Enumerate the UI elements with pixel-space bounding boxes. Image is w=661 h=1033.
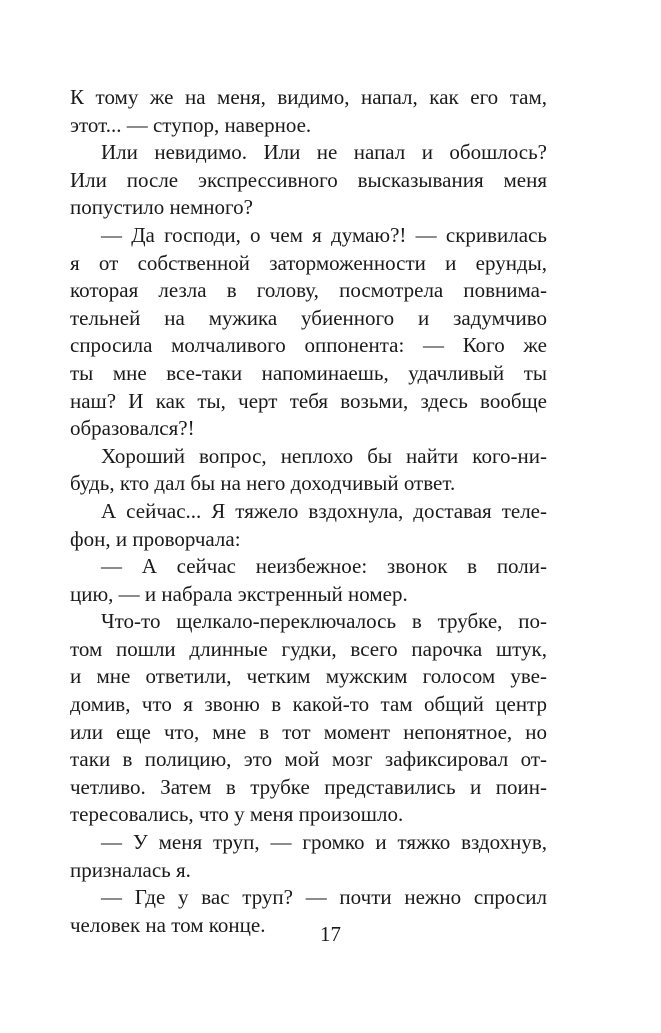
paragraph <box>70 498 547 553</box>
text-line: этот... — ступор, наверное. <box>70 112 312 137</box>
paragraph <box>70 84 547 139</box>
text-line: том пошли длинные гудки, всего парочка штук, <box>70 636 547 661</box>
text-line: — Да господи, о чем я думаю?! — скривилась <box>101 222 547 247</box>
text-line: попустило немного? <box>70 195 253 220</box>
text-line: — Где у вас труп? — почти нежно спросил <box>101 885 547 910</box>
text-line: — У меня труп, — громко и тяжко вздохнув, <box>101 830 547 855</box>
text-line: Хороший вопрос, неплохо бы найти кого-ни- <box>101 443 547 468</box>
paragraph <box>70 608 547 829</box>
page-number: 17 <box>320 922 341 946</box>
book-page-text <box>70 84 547 939</box>
text-line: я от собственной заторможенности и ерунды, <box>70 250 547 275</box>
text-line: или еще что, мне в тот момент непонятное, но <box>70 719 547 744</box>
text-line: Что-то щелкало-переключалось в трубке, по- <box>101 609 547 634</box>
paragraph <box>70 443 547 498</box>
text-line: А сейчас... Я тяжело вздохнула, доставая теле- <box>101 498 547 523</box>
paragraph <box>70 553 547 608</box>
text-line: и мне ответили, четким мужским голосом уве- <box>70 664 547 689</box>
text-line: таки в полицию, это мой мозг зафиксировал от- <box>70 747 547 772</box>
text-line: — А сейчас неизбежное: звонок в поли- <box>101 554 547 579</box>
text-line: тельней на мужика убиенного и задумчиво <box>70 305 547 330</box>
text-line: К тому же на меня, видимо, напал, как его там, <box>70 85 547 109</box>
text-line: которая лезла в голову, посмотрела повнима- <box>70 278 547 303</box>
text-line: призналась я. <box>70 857 191 882</box>
paragraph <box>70 222 547 443</box>
text-line: человек на том конце. <box>70 912 266 937</box>
paragraph <box>70 139 547 222</box>
text-line: наш? И как ты, черт тебя возьми, здесь вообще <box>70 388 547 413</box>
text-line: четливо. Затем в трубке представились и поин- <box>70 774 547 799</box>
text-line: домив, что я звоню в какой-то там общий центр <box>70 692 547 717</box>
text-line: спросила молчаливого оппонента: — Кого же <box>70 333 547 358</box>
text-line: фон, и проворчала: <box>70 526 241 551</box>
text-line: будь, кто дал бы на него доходчивый ответ. <box>70 471 456 496</box>
text-line: ты мне все-таки напоминаешь, удачливый ты <box>70 360 547 385</box>
text-line: цию, — и набрала экстренный номер. <box>70 581 408 606</box>
text-line: Или после экспрессивного высказывания меня <box>70 167 547 192</box>
text-line: тересовались, что у меня произошло. <box>70 802 404 827</box>
text-line: Или невидимо. Или не напал и обошлось? <box>101 140 547 165</box>
paragraph <box>70 829 547 884</box>
text-line: образовался?! <box>70 416 195 441</box>
